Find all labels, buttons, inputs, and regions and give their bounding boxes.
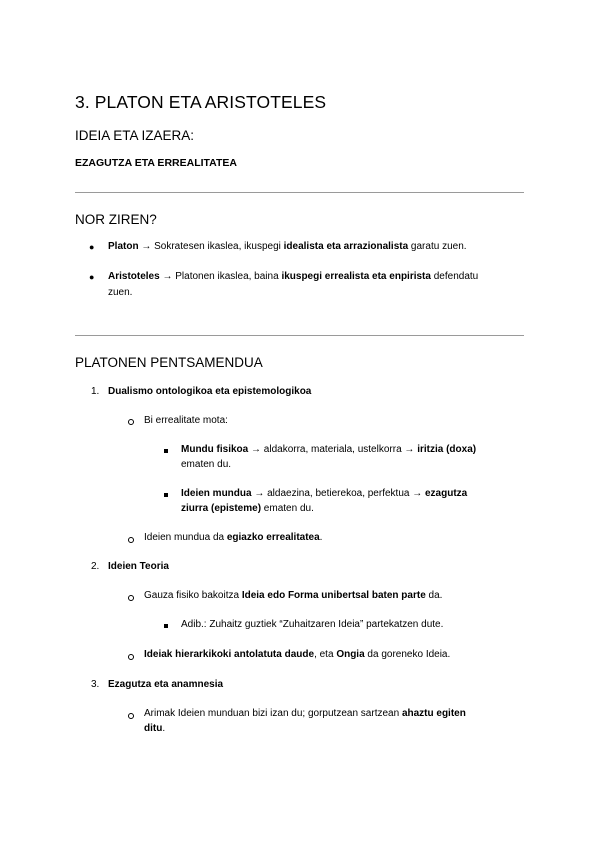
- list-item-ideien-mundua: Ideien mundua → aldaezina, betierekoa, perfektua → ezagutza: [181, 488, 468, 499]
- list-item-arimak-cont: ditu.: [144, 723, 166, 734]
- list-item-platon: Platon → Sokratesen ikaslea, ikuspegi idealista eta arrazionalista garatu zuen.: [108, 241, 467, 252]
- list-item-arimak: Arimak Ideien munduan bizi izan du; gorputzean sartzean ahaztu egiten: [144, 708, 466, 719]
- divider: [75, 192, 524, 193]
- list-number: 3.: [91, 679, 100, 690]
- list-item-adib: Adib.: Zuhaitz guztiek “Zuhaitzaren Ideia” partekatzen dute.: [181, 619, 444, 630]
- list-item-aristoteles: Aristoteles → Platonen ikaslea, baina ikuspegi errealista eta enpirista defendatu: [108, 271, 479, 282]
- bullet-circle: [128, 419, 134, 425]
- item-title-dualismo: Dualismo ontologikoa eta epistemologikoa: [108, 386, 312, 397]
- list-item-ideien-mundua-cont: ziurra (episteme) ematen du.: [181, 503, 314, 514]
- list-item-aristoteles-cont: zuen.: [108, 287, 133, 298]
- page-subtitle: IDEIA ETA IZAERA:: [75, 128, 195, 143]
- bullet-square: [164, 624, 168, 628]
- divider: [75, 335, 524, 336]
- page-subheading: EZAGUTZA ETA ERREALITATEA: [75, 157, 237, 169]
- bullet-square: [164, 449, 168, 453]
- bullet-circle: [128, 595, 134, 601]
- bullet-circle: [128, 537, 134, 543]
- item-title-ezagutza: Ezagutza eta anamnesia: [108, 679, 224, 690]
- list-item-bi: Bi errealitate mota:: [144, 415, 228, 426]
- list-item-mundu-fisikoa-cont: ematen du.: [181, 459, 232, 470]
- bullet-circle: [128, 713, 134, 719]
- bullet-circle: [128, 654, 134, 660]
- bullet-square: [164, 493, 168, 497]
- section-heading-platonen: PLATONEN PENTSAMENDUA: [75, 355, 263, 370]
- list-item-hierarkikoki: Ideiak hierarkikoki antolatuta daude, eta Ongia da goreneko Ideia.: [144, 649, 451, 660]
- item-title-ideien-teoria: Ideien Teoria: [108, 561, 169, 572]
- list-item-mundu-fisikoa: Mundu fisikoa → aldakorra, materiala, ustelkorra → iritzia (doxa): [181, 444, 477, 455]
- list-item-egiazko: Ideien mundua da egiazko errealitatea.: [144, 532, 323, 543]
- bullet-dot: ●: [89, 242, 95, 252]
- list-number: 1.: [91, 386, 100, 397]
- bullet-dot: ●: [89, 272, 95, 282]
- list-number: 2.: [91, 561, 100, 572]
- section-heading-nor-ziren: NOR ZIREN?: [75, 212, 157, 227]
- page-title: 3. PLATON ETA ARISTOTELES: [75, 92, 327, 112]
- list-item-gauza-fisiko: Gauza fisiko bakoitza Ideia edo Forma unibertsal baten parte da.: [144, 590, 443, 601]
